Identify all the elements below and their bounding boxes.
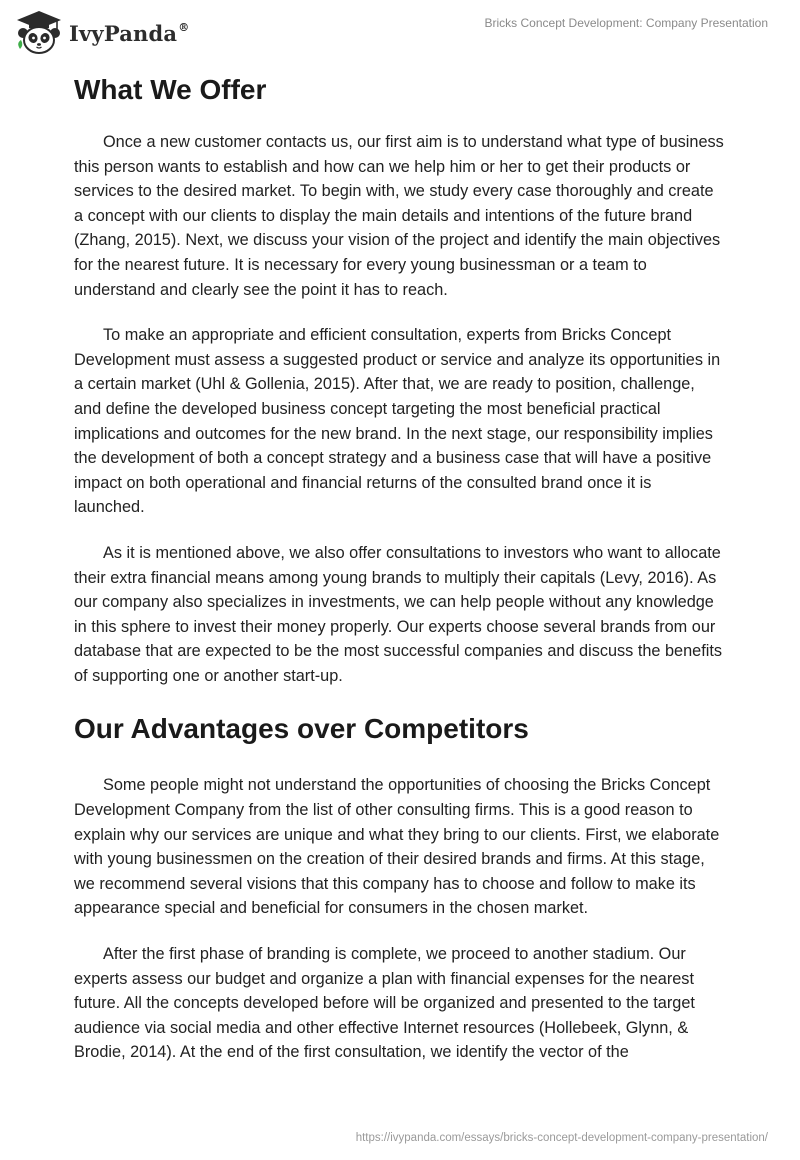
paragraph: Some people might not understand the opportunities of choosing the Bricks Concept Development Company from the list of other consulting firms. This is a good reason to explain why our services are unique and what they bring to our clients. First, we elaborate with young businessmen on the creation of their desired brands and firms. At this stage, we recommend several visions that this company has to choose and follow to make its appearance special and beneficial for consumers in the chosen market.	[74, 776, 720, 918]
page-header	[0, 0, 800, 64]
paragraph: As it is mentioned above, we also offer consultations to investors who want to allocate their extra financial means among young brands to multiply their capitals (Levy, 2016). As our company also specializes in investments, we can help people without any knowledge in this sphere to invest their money properly. Our experts choose several brands from our database that are expected to be the most successful companies and discuss the benefits of supporting one or another start-up.	[74, 543, 723, 685]
paragraph: Once a new customer contacts us, our first aim is to understand what type of business this person wants to establish and how can we help him or her to get their products or services to the desired market. To begin with, we study every case thoroughly and create a concept with our clients to display the main details and intentions of the future brand (Zhang, 2015). Next, we discuss your vision of the project and identify the main objectives for the nearest future. It is necessary for every young businessman or a team to understand and clearly see the point it has to reach.	[74, 133, 724, 299]
paragraph: After the first phase of branding is complete, we proceed to another stadium. Our experts assess our budget and organize a plan with financial expenses for the nearest future. All the concepts developed before will be organized and presented to the target audience via social media and other effective Internet resources (Hollebeek, Glynn, & Brodie, 2014). At the end of the first consultation, we identify the vector of the	[74, 945, 695, 1062]
document-title: Bricks Concept Development: Company Presentation	[484, 16, 768, 30]
registered-mark: ®	[178, 20, 190, 34]
logo-wordmark	[69, 21, 189, 46]
source-url[interactable]: https://ivypanda.com/essays/bricks-concept-development-company-presentation/	[355, 1132, 768, 1144]
panda-graduate-icon	[14, 9, 64, 55]
ivypanda-logo[interactable]	[14, 9, 189, 55]
section-heading: What We Offer	[74, 74, 267, 105]
section-heading: Our Advantages over Competitors	[74, 713, 529, 745]
essay-content	[74, 70, 726, 1086]
paragraph: To make an appropriate and efficient consultation, experts from Bricks Concept Development must assess a suggested product or service and analyze its opportunities in a certain market (Uhl & Gollenia, 2015). After that, we are ready to position, challenge, and define the developed business concept targeting the most beneficial practical implications and outcomes for the new brand. In the next stage, our responsibility implies the development of both a concept strategy and a business case that will have a positive impact on both operational and financial returns of the consulted brand once it is launched.	[74, 326, 721, 517]
logo-text: IvyPanda	[69, 20, 178, 46]
